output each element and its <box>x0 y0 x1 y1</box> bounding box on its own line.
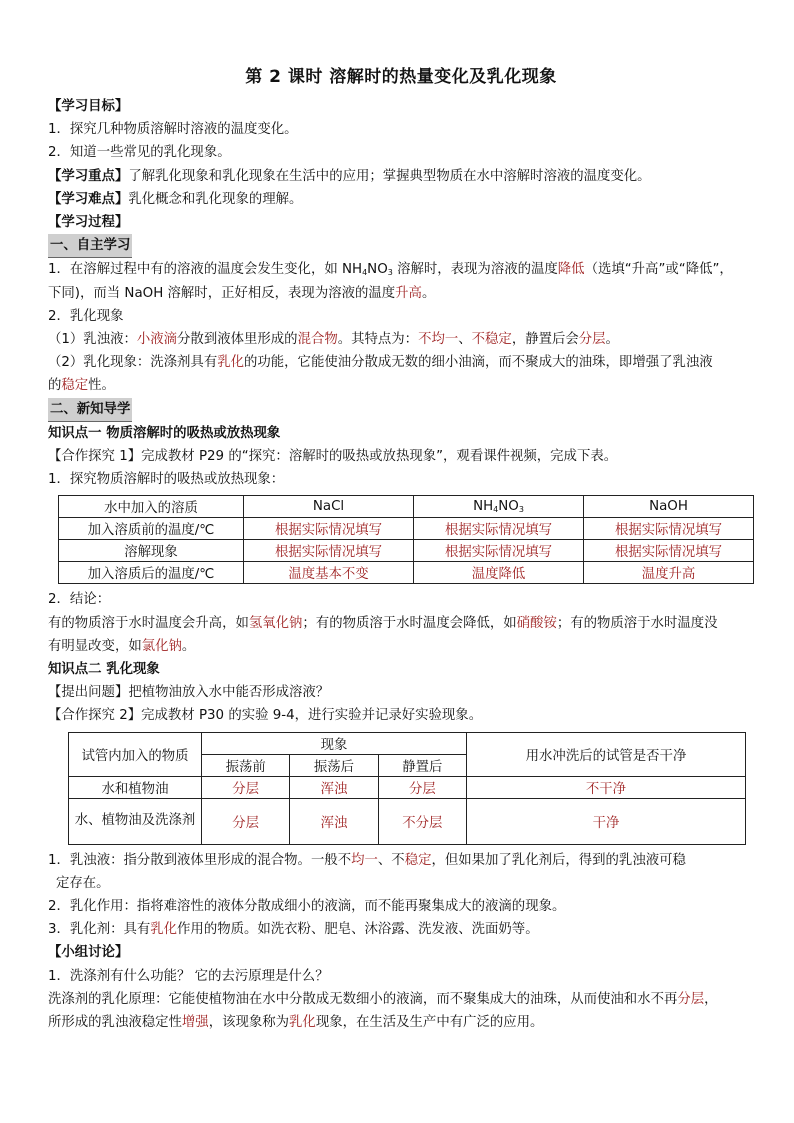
row-label: 溶解现象 <box>59 540 244 562</box>
key-points <box>48 165 754 188</box>
conclusion-text-cont: 有明显改变，如氯化钠。 <box>48 638 196 654</box>
discussion-heading: 【小组讨论】 <box>48 945 129 961</box>
question-raise: 【提出问题】把植物油放入水中能否形成溶液？ <box>48 685 330 701</box>
row-label: 加入溶质前的温度/℃ <box>59 518 244 540</box>
discussion-question: 1．洗涤剂有什么功能？ 它的去污原理是什么？ <box>48 968 329 984</box>
table-header-cell: 静置后 <box>378 754 466 776</box>
definition-emulsion: 1．乳浊液：指分散到液体里形成的混合物。一般不均一、不稳定，但如果加了乳化剂后，得到的乳浊液可稳 <box>48 852 686 868</box>
discussion-answer-cont: 所形成的乳浊液稳定性增强，该现象称为乳化现象，在生活及生产中有广泛的应用。 <box>48 1015 544 1031</box>
key-points-label: 【学习重点】 <box>48 168 129 184</box>
table-row <box>59 518 754 540</box>
table-header-cell: 振荡后 <box>290 754 378 776</box>
table-row <box>69 798 746 844</box>
conclusion-text: 有的物质溶于水时温度会升高，如氢氧化钠；有的物质溶于水时温度会降低，如硝酸铵；有的物质溶于水时温度没 <box>48 615 718 631</box>
key-points-text: 了解乳化现象和乳化现象在生活中的应用；掌握典型物质在水中溶解时溶液的温度变化。 <box>128 168 651 184</box>
coop-explore-2: 【合作探究 2】完成教材 P30 的实验 9-4，进行实验并记录好实验现象。 <box>48 708 483 724</box>
table-cell: 温度升高 <box>584 562 754 584</box>
difficulties-label: 【学习难点】 <box>48 191 129 207</box>
table-cell: 温度基本不变 <box>244 562 414 584</box>
process-heading: 【学习过程】 <box>48 215 129 231</box>
self-study-p1: 1．在溶解过程中有的溶液的温度会发生变化，如 $NH_4NO_3$ 溶解时，表现为溶液的温度降低（选填“升高”或“降低”， <box>48 262 733 278</box>
emulsion-experiment-table <box>68 732 746 845</box>
objective-item: 2．知道一些常见的乳化现象。 <box>48 145 231 161</box>
self-study-p2-1: （1）乳浊液：小液滴分散到液体里形成的混合物。其特点为：不均一、不稳定，静置后会分层。 <box>48 332 619 348</box>
table-cell: 根据实际情况填写 <box>584 540 754 562</box>
table-header-cell: 振荡前 <box>202 754 290 776</box>
table-cell: 根据实际情况填写 <box>414 540 584 562</box>
objective-item: 1．探究几种物质溶解时溶液的温度变化。 <box>48 122 298 138</box>
section-heading-self-study: 一、自主学习 <box>48 234 132 258</box>
table-cell: 根据实际情况填写 <box>584 518 754 540</box>
row-label: 水和植物油 <box>69 776 202 798</box>
table-row <box>59 540 754 562</box>
difficulties <box>48 188 754 211</box>
table-header-cell: 用水冲洗后的试管是否干净 <box>467 732 746 776</box>
definition-emulsifier: 3．乳化剂：具有乳化作用的物质。如洗衣粉、肥皂、沐浴露、洗发液、洗面奶等。 <box>48 922 539 938</box>
worksheet-page <box>48 52 754 1034</box>
table-cell: 分层 <box>202 776 290 798</box>
definition-emulsion-cont: 定存在。 <box>56 875 110 891</box>
table-cell: 根据实际情况填写 <box>244 518 414 540</box>
self-study-p2-2: （2）乳化现象：洗涤剂具有乳化的功能，它能使油分散成无数的细小油滴，而不聚成大的油珠，即增强了乳浊液 <box>48 355 713 371</box>
table-row <box>69 776 746 798</box>
table-cell: 分层 <box>378 776 466 798</box>
table-header-cell: 试管内加入的物质 <box>69 732 202 776</box>
table-cell: 根据实际情况填写 <box>244 540 414 562</box>
coop-explore-1: 【合作探究 1】完成教材 P29 的“探究：溶解时的吸热或放热现象”，观看课件视频，完成下表。 <box>48 449 618 465</box>
definition-emulsification: 2．乳化作用：指将难溶性的液体分散成细小的液滴，而不能再聚集成大的液滴的现象。 <box>48 899 566 915</box>
table-header-row <box>59 496 754 518</box>
self-study-p1-cont: 下同)，而当 NaOH 溶解时，正好相反，表现为溶液的温度升高。 <box>48 285 436 301</box>
row-label: 加入溶质后的温度/℃ <box>59 562 244 584</box>
row-label: 水、植物油及洗涤剂 <box>69 798 202 844</box>
table-cell: 干净 <box>467 798 746 844</box>
table-header-cell: NaCl <box>244 496 414 518</box>
table-cell: 浑浊 <box>290 776 378 798</box>
answer-blank: 升高 <box>395 285 422 301</box>
answer-blank: 降低 <box>557 262 585 278</box>
table-cell: 根据实际情况填写 <box>414 518 584 540</box>
self-study-p2-heading: 2．乳化现象 <box>48 308 124 324</box>
section-heading-new-knowledge: 二、新知导学 <box>48 398 132 422</box>
knowledge-point-2-heading: 知识点二 乳化现象 <box>48 662 160 678</box>
table-header-cell-nh4no3: $NH_4NO_3$ <box>414 496 584 518</box>
self-study-p2-2-cont: 的稳定性。 <box>48 378 115 394</box>
table-cell: 温度降低 <box>414 562 584 584</box>
kp1-item2: 2．结论： <box>48 592 111 608</box>
table-cell: 浑浊 <box>290 798 378 844</box>
table-header-cell: NaOH <box>584 496 754 518</box>
discussion-answer: 洗涤剂的乳化原理：它能使植物油在水中分散成无数细小的液滴，而不聚集成大的油珠，从而使油和水不再分层， <box>48 991 718 1007</box>
knowledge-point-1-heading: 知识点一 物质溶解时的吸热或放热现象 <box>48 425 281 441</box>
table-header-cell: 现象 <box>202 732 467 754</box>
table-cell: 不干净 <box>467 776 746 798</box>
objectives-heading: 【学习目标】 <box>48 99 129 114</box>
page-title: 第 2 课时 溶解时的热量变化及乳化现象 <box>245 67 557 87</box>
difficulties-text: 乳化概念和乳化现象的理解。 <box>128 191 303 207</box>
table-header-cell: 水中加入的溶质 <box>59 496 244 518</box>
table-cell: 不分层 <box>378 798 466 844</box>
table-header-row <box>69 732 746 754</box>
kp1-item1: 1．探究物质溶解时的吸热或放热现象： <box>48 472 285 488</box>
table-row <box>59 562 754 584</box>
table-cell: 分层 <box>202 798 290 844</box>
dissolution-heat-table <box>58 495 754 584</box>
